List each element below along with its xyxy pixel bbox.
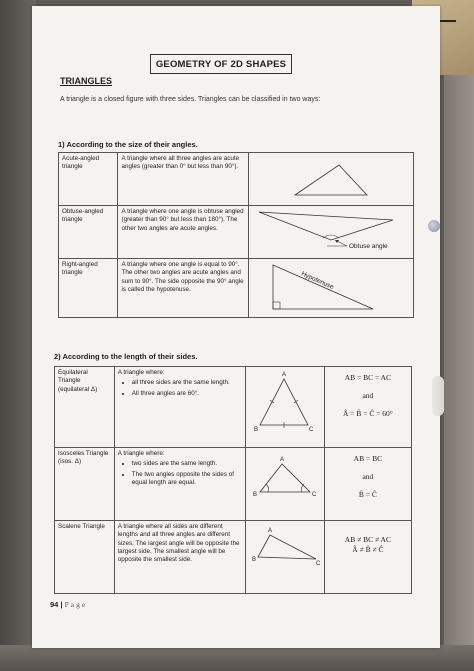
sides-heading: 2) According to the length of their sides.: [54, 352, 198, 361]
table-row: [55, 367, 412, 448]
background-bottom: [0, 645, 474, 671]
row-description: [114, 367, 245, 448]
background-left: [0, 0, 36, 671]
hypotenuse-label: Hypotenuse: [300, 270, 335, 291]
obtuse-triangle-drawing: [249, 206, 413, 258]
vertex-label: B: [253, 427, 258, 433]
formula-sides: AB = BC = AC: [344, 373, 392, 382]
blue-marker-dot: [428, 220, 440, 232]
page-footer: [50, 600, 87, 609]
section-title: TRIANGLES: [60, 76, 113, 86]
isosceles-triangle-drawing: [246, 448, 324, 520]
row-name: Right-angled triangle: [59, 259, 118, 318]
description-intro: A triangle where:: [117, 369, 165, 376]
scalene-triangle-drawing: [246, 521, 324, 593]
table-row: [55, 448, 412, 521]
list-item: • The two angles opposite the sides of equal length are equal.: [132, 471, 242, 488]
background-right: [444, 0, 474, 671]
row-name: Isosceles Triangle (isos. Δ): [55, 448, 115, 521]
formula-cell: [324, 448, 411, 521]
list-item: • all three sides are the same length.: [132, 379, 242, 387]
scalene-triangle-figure: [245, 521, 324, 594]
formula-angles: B̂ = Ĉ: [358, 490, 377, 499]
formula-cell: [324, 367, 411, 448]
row-description: A triangle where one angle is equal to 90°. The other two angles are acute angles and sum to 90°. The side opposite the 90° angle is called the hypotenuse.: [118, 259, 249, 318]
acute-triangle-figure: [248, 153, 413, 206]
formula-cell: [324, 521, 411, 594]
row-name: Equilateral Triangle (equilateral Δ): [55, 367, 115, 448]
intro-text: A triangle is a closed figure with three sides. Triangles can be classified in two ways:: [60, 96, 321, 103]
row-name: Scalene Triangle: [55, 521, 115, 594]
table-row: [59, 153, 414, 206]
vertex-label: A: [281, 372, 286, 378]
row-description: [114, 448, 245, 521]
equilateral-triangle-figure: [245, 367, 324, 448]
page-title: GEOMETRY OF 2D SHAPES: [150, 54, 292, 74]
vertex-label: B: [252, 492, 257, 498]
vertex-label: A: [279, 457, 284, 463]
table-row: [55, 521, 412, 594]
formula-sides: AB ≠ BC ≠ AC: [344, 535, 391, 544]
list-item: • two sides are the same length.: [132, 460, 242, 468]
row-description: A triangle where all sides are different lengths and all three angles are different sizes. The largest angle will be opposite the largest side. The smallest angle will be opposite the smallest side.: [114, 521, 245, 594]
vertex-label: C: [308, 427, 314, 433]
table-row: [59, 259, 414, 318]
row-name: Acute-angled triangle: [59, 153, 118, 206]
formula-sides: AB = BC: [353, 454, 383, 463]
list-item: • All three angles are 60°.: [132, 390, 242, 398]
page-edge-shadow: [432, 376, 444, 416]
obtuse-angle-label: Obtuse angle: [348, 243, 388, 250]
right-triangle-drawing: [249, 259, 413, 317]
row-description: A triangle where one angle is obtuse angled (greater than 90° but less than 180°). The other two angles are acute angles.: [118, 206, 249, 259]
formula-angles: Â ≠ B̂ ≠ Ĉ: [352, 545, 384, 554]
table-row: [59, 206, 414, 259]
page-number: 94: [50, 600, 59, 609]
page-word: Page: [64, 600, 88, 609]
row-name: Obtuse-angled triangle: [59, 206, 118, 259]
isosceles-triangle-figure: [245, 448, 324, 521]
vertex-label: A: [267, 528, 272, 534]
row-description: A triangle where all three angles are acute angles (greater than 0° but less than 90°).: [118, 153, 249, 206]
angles-table: [58, 152, 414, 318]
angles-heading: 1) According to the size of their angles.: [58, 140, 198, 149]
vertex-label: C: [315, 561, 321, 567]
vertex-label: C: [311, 492, 317, 498]
vertex-label: B: [251, 557, 256, 563]
worksheet-page: [32, 6, 440, 648]
formula-connector: and: [362, 391, 374, 400]
formula-angles: Â = B̂ = Ĉ = 60°: [342, 409, 393, 418]
description-intro: A triangle where:: [117, 450, 165, 457]
right-triangle-figure: [248, 259, 413, 318]
page-separator: |: [60, 600, 63, 609]
obtuse-triangle-figure: [248, 206, 413, 259]
acute-triangle-drawing: [249, 153, 413, 205]
sides-table: [54, 366, 412, 594]
equilateral-triangle-drawing: [246, 367, 324, 447]
formula-connector: and: [362, 472, 374, 481]
